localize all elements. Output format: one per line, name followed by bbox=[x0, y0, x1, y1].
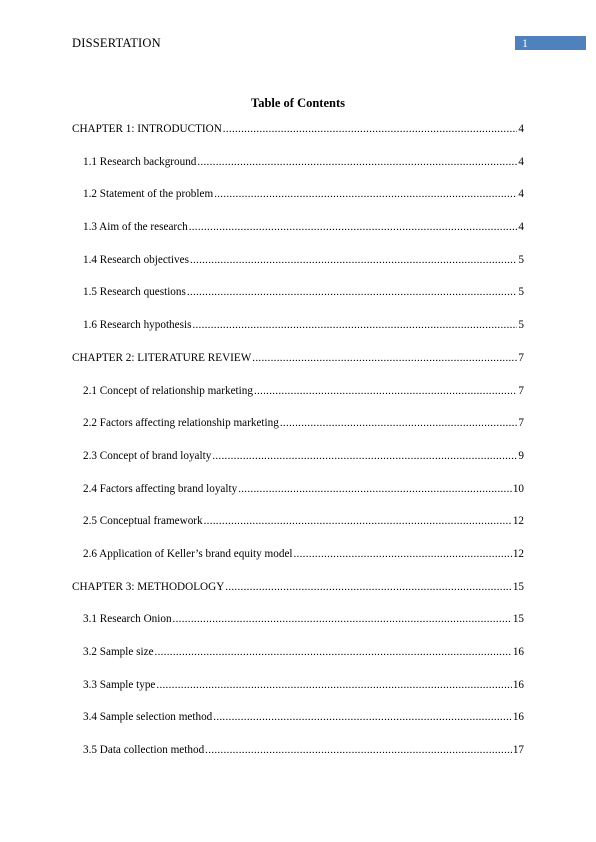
toc-entry-page-number: 15 bbox=[512, 580, 524, 593]
toc-entry-page-number: 16 bbox=[512, 678, 524, 691]
toc-dot-leader bbox=[187, 286, 518, 298]
toc-entry-label: 2.1 Concept of relationship marketing bbox=[83, 384, 253, 397]
toc-heading: Table of Contents bbox=[251, 96, 345, 110]
toc-entry-label: CHAPTER 1: INTRODUCTION bbox=[72, 123, 222, 135]
toc-dot-leader bbox=[252, 352, 517, 364]
toc-entry-page-number: 10 bbox=[512, 482, 524, 495]
toc-section-entry[interactable] bbox=[72, 188, 524, 221]
toc-entry-page-number: 7 bbox=[518, 351, 524, 364]
toc-entry-label: 3.5 Data collection method bbox=[83, 744, 205, 757]
toc-entry-label: 2.5 Conceptual framework bbox=[83, 515, 203, 528]
toc-entry-page-number: 7 bbox=[518, 384, 524, 397]
toc-dot-leader bbox=[238, 483, 512, 495]
toc-entry-label: 2.3 Concept of brand loyalty bbox=[83, 449, 212, 462]
toc-dot-leader bbox=[197, 156, 517, 168]
toc-entry-page-number: 12 bbox=[512, 547, 524, 560]
toc-entry-label: 3.1 Research Onion bbox=[83, 613, 172, 626]
toc-section-entry[interactable] bbox=[72, 450, 524, 483]
toc-dot-leader bbox=[213, 711, 512, 723]
toc-entry-label: 1.5 Research questions bbox=[83, 286, 186, 299]
toc-section-entry[interactable] bbox=[72, 711, 524, 744]
toc-dot-leader bbox=[189, 221, 518, 233]
toc-entry-page-number: 5 bbox=[518, 319, 524, 332]
toc-entry-page-number: 5 bbox=[518, 253, 524, 266]
toc-entry-page-number: 5 bbox=[518, 286, 524, 299]
toc-entry-page-number: 4 bbox=[518, 155, 524, 168]
toc-entry-page-number: 16 bbox=[512, 646, 524, 658]
toc-section-entry[interactable] bbox=[72, 286, 524, 319]
toc-dot-leader bbox=[205, 744, 512, 756]
toc-dot-leader bbox=[214, 188, 517, 200]
toc-section-entry[interactable] bbox=[72, 613, 524, 646]
toc-section-entry[interactable] bbox=[72, 221, 524, 254]
toc-entry-page-number: 4 bbox=[518, 188, 524, 201]
toc-entry-label: 3.2 Sample size bbox=[83, 646, 154, 658]
toc-chapter-entry[interactable] bbox=[72, 581, 524, 614]
toc-entry-label: 3.4 Sample selection method bbox=[83, 711, 213, 724]
toc-section-entry[interactable] bbox=[72, 417, 524, 450]
toc-entry-page-number: 4 bbox=[518, 123, 524, 135]
toc-entry-label: 1.2 Statement of the problem bbox=[83, 188, 214, 201]
toc-entry-page-number: 9 bbox=[518, 449, 524, 462]
toc-dot-leader bbox=[212, 450, 517, 462]
toc-entry-label: 1.4 Research objectives bbox=[83, 253, 189, 266]
toc-entry-label: 2.4 Factors affecting brand loyalty bbox=[83, 482, 238, 495]
toc-section-entry[interactable] bbox=[72, 744, 524, 777]
toc-entry-page-number: 4 bbox=[518, 221, 524, 234]
toc-entry-label: 3.3 Sample type bbox=[83, 678, 156, 691]
toc-entry-page-number: 16 bbox=[512, 711, 524, 724]
toc-entry-page-number: 15 bbox=[512, 613, 524, 626]
toc-section-entry[interactable] bbox=[72, 548, 524, 581]
toc-dot-leader bbox=[280, 417, 518, 429]
toc-section-entry[interactable] bbox=[72, 679, 524, 712]
toc-dot-leader bbox=[225, 581, 512, 593]
toc-entry-label: CHAPTER 2: LITERATURE REVIEW bbox=[72, 351, 252, 364]
toc-section-entry[interactable] bbox=[72, 319, 524, 352]
toc-entry-page-number: 7 bbox=[518, 417, 524, 430]
toc-dot-leader bbox=[192, 319, 517, 331]
toc-entry-label: 2.2 Factors affecting relationship marketing bbox=[83, 417, 279, 430]
toc-section-entry[interactable] bbox=[72, 254, 524, 287]
toc-entry-label: 1.6 Research hypothesis bbox=[83, 319, 192, 332]
toc-section-entry[interactable] bbox=[72, 646, 524, 679]
toc-dot-leader bbox=[254, 385, 517, 397]
toc-chapter-entry[interactable] bbox=[72, 123, 524, 156]
toc-section-entry[interactable] bbox=[72, 483, 524, 516]
toc-section-entry[interactable] bbox=[72, 515, 524, 548]
toc-entry-label: 1.1 Research background bbox=[83, 155, 197, 168]
toc-dot-leader bbox=[155, 646, 512, 658]
toc-entry-label: 1.3 Aim of the research bbox=[83, 221, 188, 234]
toc-section-entry[interactable] bbox=[72, 385, 524, 418]
toc-entry-label: 2.6 Application of Keller’s brand equity model bbox=[83, 547, 293, 560]
toc-section-entry[interactable] bbox=[72, 156, 524, 189]
page-number-badge: 1 bbox=[515, 36, 586, 50]
toc-dot-leader bbox=[294, 548, 512, 560]
toc-dot-leader bbox=[173, 613, 512, 625]
table-of-contents bbox=[72, 123, 524, 777]
toc-chapter-entry[interactable] bbox=[72, 352, 524, 385]
toc-dot-leader bbox=[223, 123, 518, 135]
running-header-title: DISSERTATION bbox=[72, 36, 161, 50]
toc-entry-page-number: 12 bbox=[512, 515, 524, 528]
toc-dot-leader bbox=[156, 679, 511, 691]
toc-entry-label: CHAPTER 3: METHODOLOGY bbox=[72, 580, 225, 593]
toc-entry-page-number: 17 bbox=[512, 744, 524, 757]
toc-dot-leader bbox=[204, 515, 512, 527]
toc-dot-leader bbox=[190, 254, 517, 266]
